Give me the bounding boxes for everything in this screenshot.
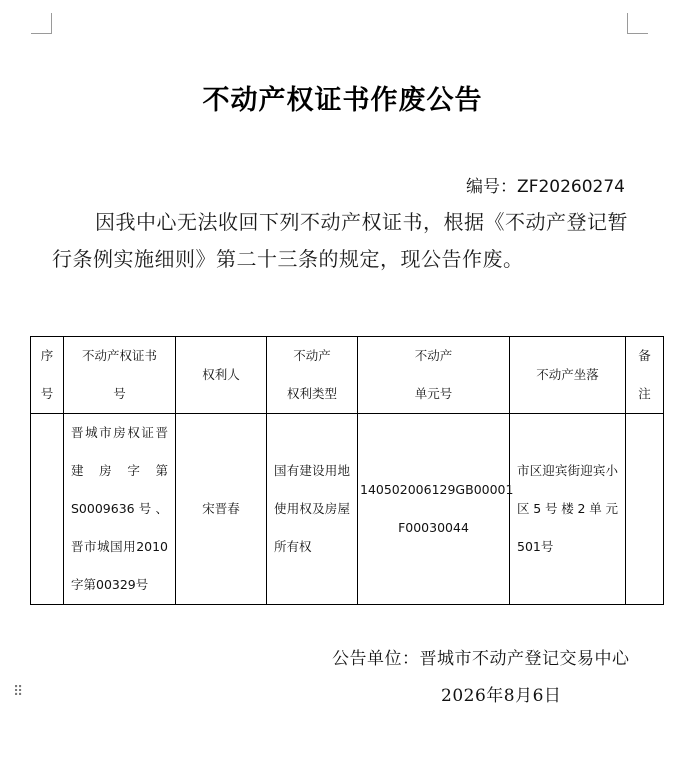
document-number (466, 172, 625, 197)
header-cert-no: 不动产权证书 号 (64, 337, 176, 414)
table-row (31, 414, 664, 605)
header-seq: 序 号 (31, 337, 64, 414)
header-right-type: 不动产 权利类型 (267, 337, 358, 414)
unit-no-line-1: 140502006129GB00001 (360, 482, 514, 497)
document-number-label: 编号： (466, 177, 518, 197)
cell-cert-no: 晋城市房权证晋建房字第S0009636号、晋市城国用2010字第00329号 (64, 414, 176, 605)
cell-right-type: 国有建设用地使用权及房屋所有权 (267, 414, 358, 605)
unit-no-line-2: F00030044 (398, 520, 469, 535)
header-remark: 备 注 (626, 337, 664, 414)
voided-certificates-table (30, 336, 664, 605)
cell-location: 市区迎宾街迎宾小区5号楼2单元501号 (510, 414, 626, 605)
cell-holder: 宋晋春 (176, 414, 267, 605)
header-unit-no: 不动产 单元号 (358, 337, 510, 414)
issue-date: 2026年8月6日 (441, 686, 562, 706)
document-number-value: ZF20260274 (517, 177, 625, 197)
page-corner-mark-top-right (627, 13, 648, 34)
drag-handle-icon[interactable]: ⠿ (13, 684, 24, 700)
cell-seq (31, 414, 64, 605)
announcement-body: 因我中心无法收回下列不动产权证书，根据《不动产登记暂行条例实施细则》第二十三条的规定，现公告作废。 (52, 210, 628, 271)
issuer-line: 公告单位：晋城市不动产登记交易中心 (332, 649, 630, 669)
header-location: 不动产坐落 (510, 337, 626, 414)
document-title: 不动产权证书作废公告 (202, 85, 483, 116)
cell-remark (626, 414, 664, 605)
page-corner-mark-top-left (31, 13, 52, 34)
table-header-row (31, 337, 664, 414)
cell-unit-no (358, 414, 514, 605)
header-holder: 权利人 (176, 337, 267, 414)
